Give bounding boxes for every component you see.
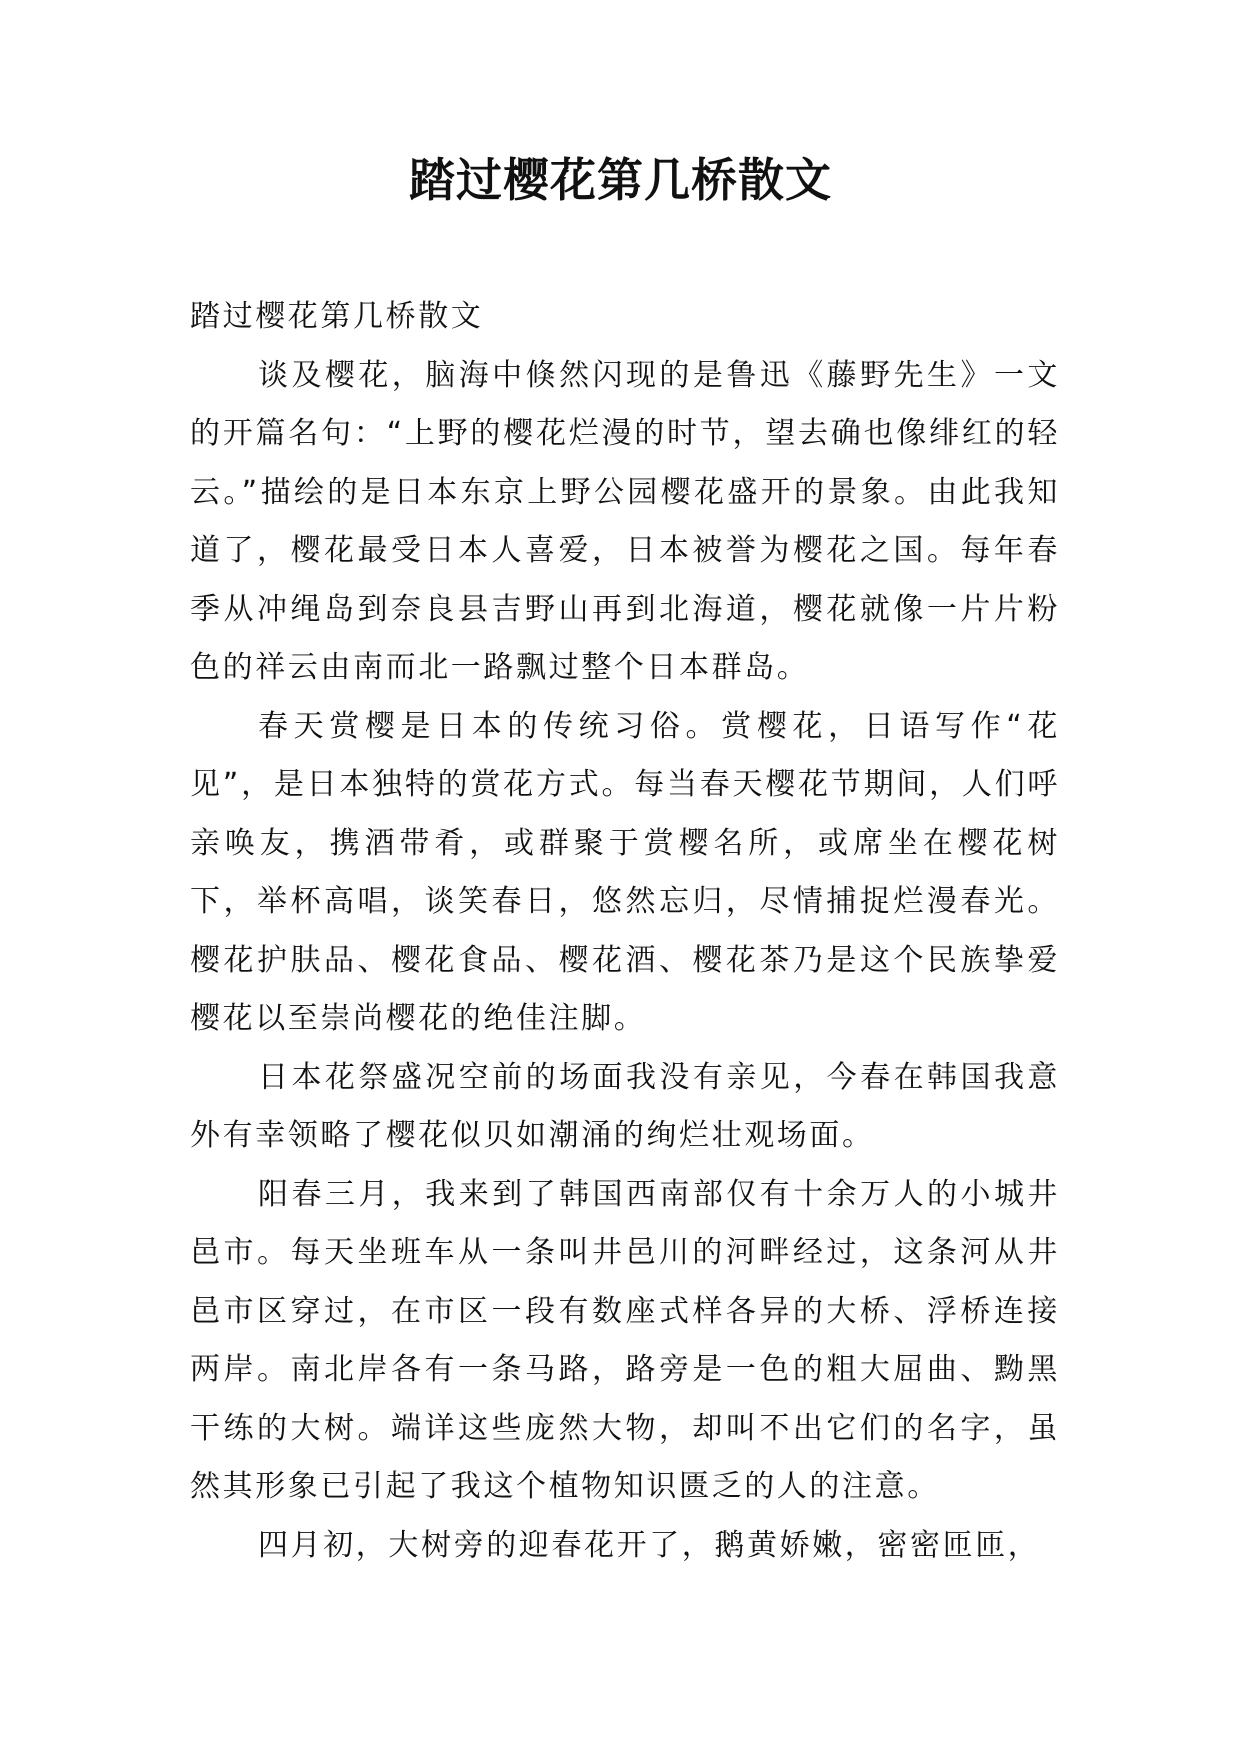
document-subtitle: 踏过樱花第几桥散文 <box>190 299 484 334</box>
paragraph-3: 日本花祭盛况空前的场面我没有亲见，今春在韩国我意外有幸领略了樱花似贝如潮涌的绚烂壮观场面。 <box>190 1059 1060 1153</box>
paragraph-4: 阳春三月，我来到了韩国西南部仅有十余万人的小城井邑市。每天坐班车从一条叫井邑川的河畔经过，这条河从井邑市区穿过，在市区一段有数座式样各异的大桥、浮桥连接两岸。南北岸各有一条马路，路旁是一色的粗大屈曲、黝黑干练的大树。端详这些庞然大物，却叫不出它们的名字，虽然其形象已引起了我这个植物知识匮乏的人的注意。 <box>190 1176 1060 1504</box>
document-body <box>190 288 1060 1575</box>
document-title: 踏过樱花第几桥散文 <box>409 153 832 207</box>
paragraph-2: 春天赏樱是日本的传统习俗。赏樱花，日语写作“花见”，是日本独特的赏花方式。每当春天樱花节期间，人们呼亲唤友，携酒带肴，或群聚于赏樱名所，或席坐在樱花树下，举杯高唱，谈笑春日，悠然忘归，尽情捕捉烂漫春光。樱花护肤品、樱花食品、樱花酒、樱花茶乃是这个民族挚爱樱花以至崇尚樱花的绝佳注脚。 <box>190 708 1060 1036</box>
paragraph-5: 四月初，大树旁的迎春花开了，鹅黄娇嫩，密密匝匝， <box>258 1527 1041 1563</box>
paragraph-1: 谈及樱花，脑海中倏然闪现的是鲁迅《藤野先生》一文的开篇名句：“上野的樱花烂漫的时节，望去确也像绯红的轻云。”描绘的是日本东京上野公园樱花盛开的景象。由此我知道了，樱花最受日本人喜爱，日本被誉为樱花之国。每年春季从冲绳岛到奈良县吉野山再到北海道，樱花就像一片片粉色的祥云由南而北一路飘过整个日本群岛。 <box>190 357 1060 685</box>
